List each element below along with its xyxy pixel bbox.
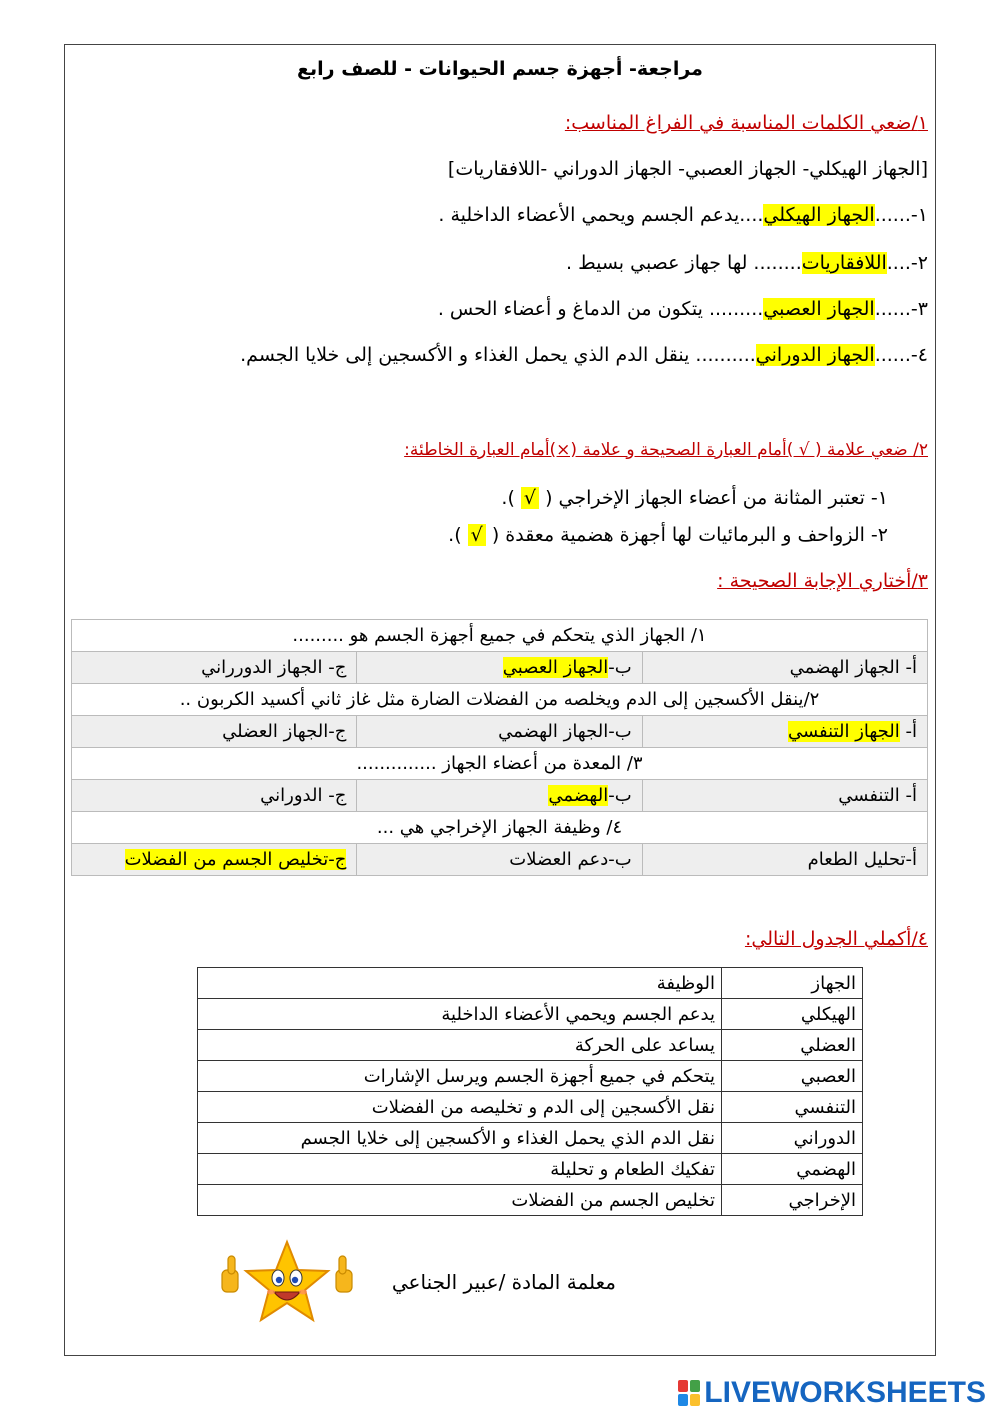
q1-item-text: .......... ينقل الدم الذي يحمل الغذاء و الأكسجين إلى خلايا الجسم.: [240, 344, 756, 366]
q2-item-text: ١- تعتبر المثانة من أعضاء الجهاز الإخراجي (: [545, 487, 888, 509]
systems-table: [197, 967, 863, 1216]
function-cell[interactable]: يتحكم في جميع أجهزة الجسم ويرسل الإشارات: [198, 1061, 722, 1092]
q2-check-field[interactable]: √: [468, 524, 486, 546]
option-text-selected: تخليص الجسم من الفضلات: [124, 849, 329, 870]
q2-item-1: [501, 487, 888, 509]
q2-item-end: ).: [448, 524, 468, 546]
teacher-signature: معلمة المادة /عبير الجناعي: [391, 1270, 616, 1294]
header-function: الوظيفة: [198, 968, 722, 999]
option-prefix: أ-: [905, 849, 917, 870]
option-prefix: ج-: [328, 849, 347, 870]
option-prefix: أ-: [899, 721, 917, 742]
option-text: الجهاز الهضمي: [789, 657, 900, 678]
option-prefix: ج-: [328, 721, 347, 742]
option-prefix: ج-: [322, 657, 347, 678]
q2-heading: ٢/ ضعي علامة ( √ )أمام العبارة الصحيحة و علامة (×)أمام العبارة الخاطئة:: [404, 440, 928, 460]
table-row: [198, 1185, 863, 1216]
mc-option-c[interactable]: [72, 844, 357, 876]
q4-heading: ٤/أكملي الجدول التالي:: [744, 928, 928, 950]
q2-check-field[interactable]: √: [521, 487, 539, 509]
option-text-selected: الهضمي: [548, 785, 609, 806]
q1-item-2: [566, 252, 928, 274]
mc-option-a[interactable]: [642, 780, 927, 812]
option-text: الجهاز الدورراني: [201, 657, 323, 678]
q1-answer-field[interactable]: الجهاز الدوراني: [755, 344, 875, 366]
mc-option-c[interactable]: [72, 780, 357, 812]
q2-item-end: ).: [501, 487, 521, 509]
option-text: الجهاز الهضمي: [498, 721, 609, 742]
table-row: [198, 999, 863, 1030]
q1-item-4: [240, 344, 928, 366]
page-title: مراجعة- أجهزة جسم الحيوانات - للصف رابع: [297, 58, 703, 80]
table-row: [198, 1061, 863, 1092]
function-cell[interactable]: نقل الأكسجين إلى الدم و تخليصه من الفضلات: [198, 1092, 722, 1123]
option-prefix: ب-: [608, 721, 632, 742]
multiple-choice-table: [71, 619, 928, 876]
function-cell[interactable]: تفكيك الطعام و تحليلة: [198, 1154, 722, 1185]
q3-heading: ٣/أختاري الإجابة الصحيحة :: [717, 570, 928, 592]
brand-logo-icon: [678, 1380, 700, 1406]
option-prefix: أ-: [899, 785, 917, 806]
q1-item-num: ٢-....: [886, 252, 928, 274]
q1-answer-field[interactable]: اللافقاريات: [801, 252, 887, 274]
table-header-row: [198, 968, 863, 999]
q1-word-bank: [الجهاز الهيكلي- الجهاز العصبي- الجهاز الدوراني -اللافقاريات]: [447, 158, 928, 180]
option-text: دعم العضلات: [509, 849, 609, 870]
option-prefix: أ-: [899, 657, 917, 678]
mc-question: ٣/ المعدة من أعضاء الجهاز ..............: [72, 748, 928, 780]
option-text: التنفسي: [838, 785, 900, 806]
mc-option-a[interactable]: [642, 652, 927, 684]
header-system: الجهاز: [722, 968, 863, 999]
q2-item-2: [448, 524, 888, 546]
mc-option-b[interactable]: [357, 716, 642, 748]
function-cell[interactable]: نقل الدم الذي يحمل الغذاء و الأكسجين إلى خلايا الجسم: [198, 1123, 722, 1154]
mc-question: ٢/ينقل الأكسجين إلى الدم ويخلصه من الفضلات الضارة مثل غاز ثاني أكسيد الكربون ..: [72, 684, 928, 716]
option-text-selected: الجهاز العصبي: [502, 657, 609, 678]
mc-option-a[interactable]: [642, 716, 927, 748]
option-prefix: ب-: [608, 657, 632, 678]
q1-answer-field[interactable]: الجهاز العصبي: [763, 298, 875, 320]
option-prefix: ب-: [608, 785, 632, 806]
q1-item-text: ......... يتكون من الدماغ و أعضاء الحس .: [437, 298, 764, 320]
option-prefix: ب-: [608, 849, 632, 870]
q1-item-text: ........ لها جهاز عصبي بسيط .: [565, 252, 802, 274]
table-row: [198, 1092, 863, 1123]
function-cell[interactable]: يدعم الجسم ويحمي الأعضاء الداخلية: [198, 999, 722, 1030]
q1-heading: ١/ضعي الكلمات المناسبة في الفراغ المناسب:: [564, 112, 928, 134]
mc-question: ٤/ وظيفة الجهاز الإخراجي هي ...: [72, 812, 928, 844]
q1-item-num: ١-......: [874, 204, 928, 226]
function-cell[interactable]: تخليص الجسم من الفضلات: [198, 1185, 722, 1216]
option-text-selected: الجهاز التنفسي: [787, 721, 900, 742]
table-row: [198, 1123, 863, 1154]
mc-option-a[interactable]: [642, 844, 927, 876]
mc-option-b[interactable]: [357, 652, 642, 684]
mc-option-c[interactable]: [72, 716, 357, 748]
option-prefix: ج-: [322, 785, 347, 806]
q1-item-1: [438, 204, 928, 226]
q1-answer-field[interactable]: الجهاز الهيكلي: [763, 204, 875, 226]
smiling-star-icon: [216, 1238, 358, 1330]
q1-item-num: ٣-......: [874, 298, 928, 320]
function-cell[interactable]: يساعد على الحركة: [198, 1030, 722, 1061]
q1-item-num: ٤-......: [874, 344, 928, 366]
table-row: [198, 1154, 863, 1185]
system-cell: الدوراني: [722, 1123, 863, 1154]
option-text: الجهاز العضلي: [222, 721, 329, 742]
system-cell: العضلي: [722, 1030, 863, 1061]
mc-option-b[interactable]: [357, 780, 642, 812]
system-cell: الهيكلي: [722, 999, 863, 1030]
option-text: تحليل الطعام: [807, 849, 906, 870]
q1-item-text: ....يدعم الجسم ويحمي الأعضاء الداخلية .: [438, 204, 764, 226]
liveworksheets-brand[interactable]: [678, 1376, 986, 1410]
q2-item-text: ٢- الزواحف و البرمائيات لها أجهزة هضمية معقدة (: [491, 524, 888, 546]
mc-option-c[interactable]: [72, 652, 357, 684]
mc-question: ١/ الجهاز الذي يتحكم في جميع أجهزة الجسم هو .........: [72, 620, 928, 652]
system-cell: الإخراجي: [722, 1185, 863, 1216]
option-text: الدوراني: [260, 785, 323, 806]
table-row: [198, 1030, 863, 1061]
mc-option-b[interactable]: [357, 844, 642, 876]
brand-text: LIVEWORKSHEETS: [704, 1376, 986, 1409]
q1-item-3: [438, 298, 928, 320]
system-cell: الهضمي: [722, 1154, 863, 1185]
system-cell: التنفسي: [722, 1092, 863, 1123]
system-cell: العصبي: [722, 1061, 863, 1092]
